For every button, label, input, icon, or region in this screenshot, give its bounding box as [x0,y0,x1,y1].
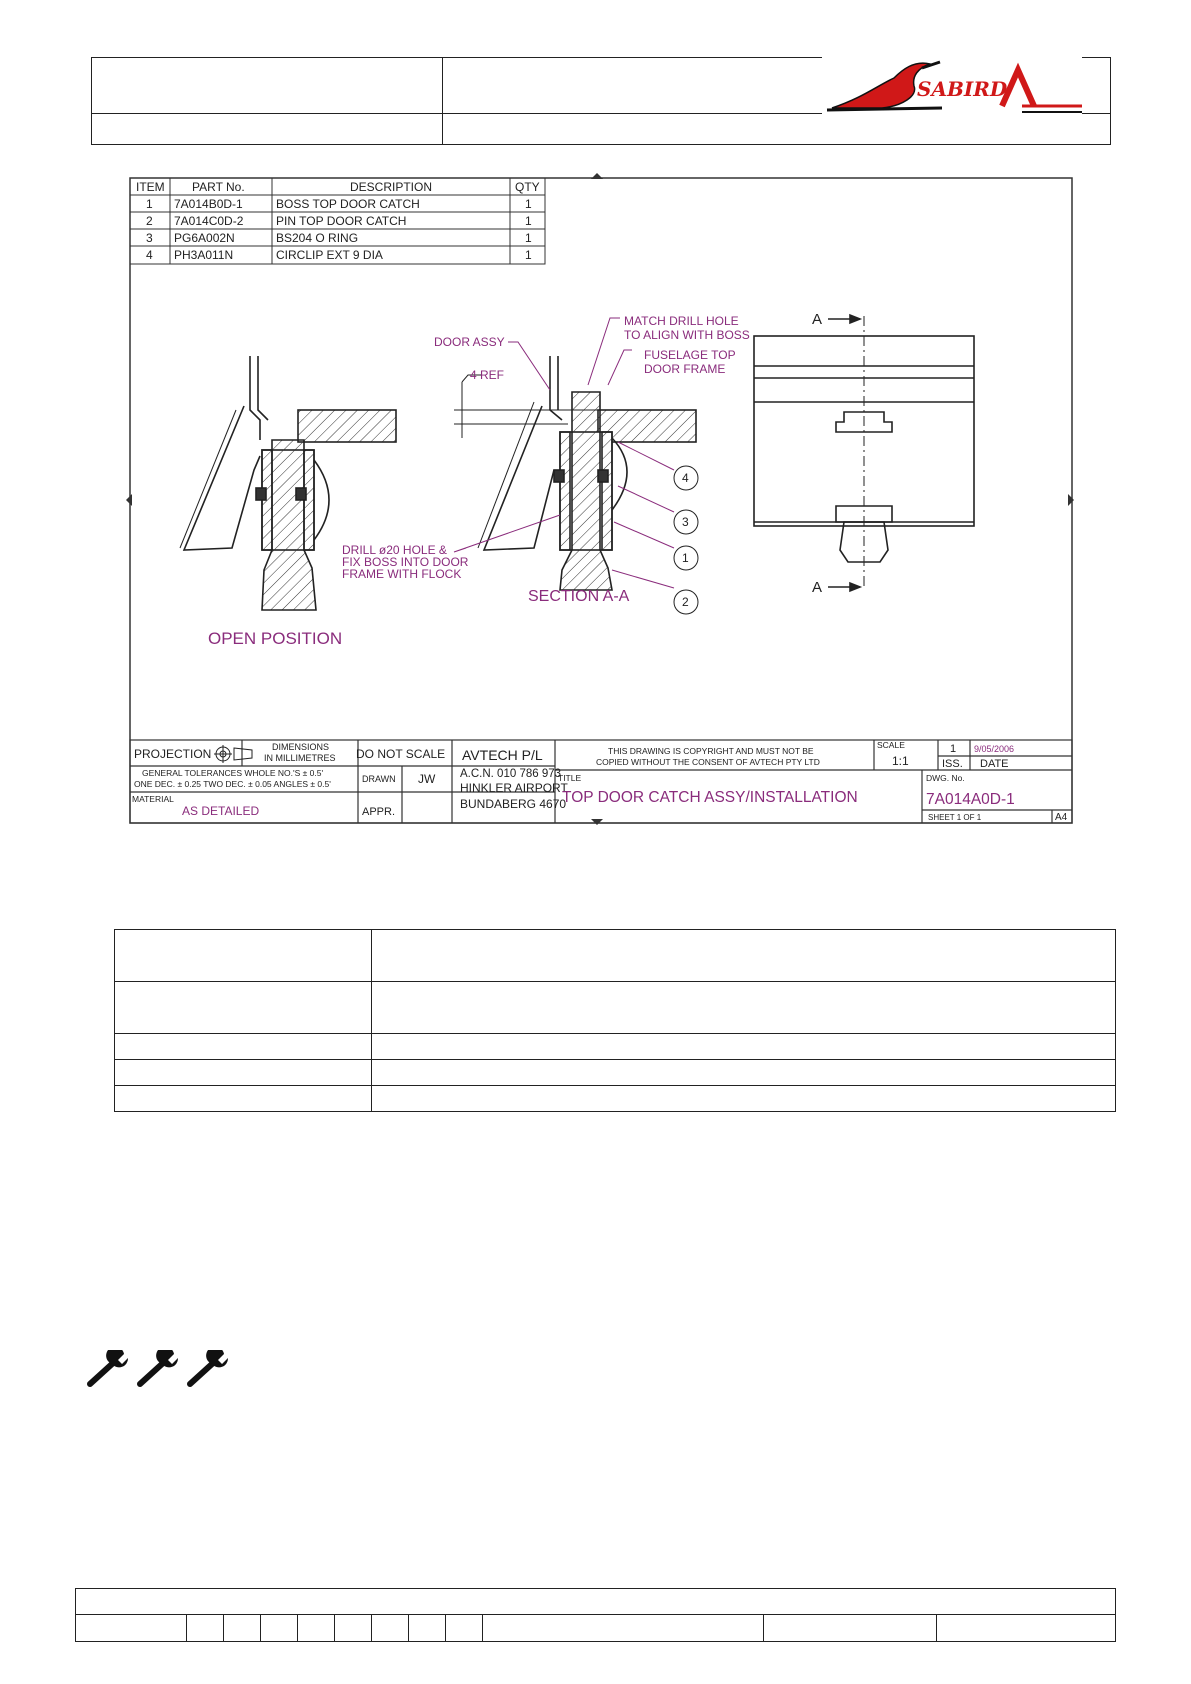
footer-cell [187,1615,224,1642]
tb-acn: A.C.N. 010 786 973 [460,768,562,780]
annotation-drill-3: FRAME WITH FLOCK [342,567,462,581]
annotation-ref: 4 REF [470,368,505,382]
tb-sheet: SHEET 1 OF 1 [928,813,982,822]
footer-cell [298,1615,335,1642]
tb-date-value: 9/05/2006 [974,744,1015,754]
wrench-icons [86,1350,230,1390]
tb-size: A4 [1055,812,1068,823]
footer-cell [483,1615,764,1642]
tb-dwg-label: DWG. No. [926,773,965,783]
tb-appr-label: APPR. [362,806,396,818]
parts-row-2-qty: 1 [525,214,532,228]
parts-header-item: ITEM [136,180,165,194]
section-marker-top: A [812,311,823,328]
tb-drawn-value: JW [418,772,436,786]
footer-cell [261,1615,298,1642]
info-label-cell [115,930,372,982]
tb-address-1: HINKLER AIRPORT [460,781,568,795]
info-label-cell [115,1086,372,1112]
footer-table [75,1588,1116,1642]
parts-header-description: DESCRIPTION [350,180,433,194]
annotation-match-drill-1: MATCH DRILL HOLE [624,314,739,328]
parts-row-4-desc: CIRCLIP EXT 9 DIA [276,248,383,262]
parts-row-2-desc: PIN TOP DOOR CATCH [276,214,407,228]
item-balloons [674,466,698,614]
wrench-icon [136,1350,180,1390]
info-table [114,929,1116,1112]
footer-cell [446,1615,483,1642]
info-value-cell [372,982,1116,1034]
footer-cell [76,1615,187,1642]
annotation-open-position: OPEN POSITION [208,629,343,648]
section-aa-view [454,356,696,590]
annotation-fuselage-1: FUSELAGE TOP [644,348,736,362]
tb-address-2: BUNDABERG 4670 [460,797,567,811]
annotation-drill-2: FIX BOSS INTO DOOR [342,555,469,569]
parts-row-3-partno: PG6A002N [174,231,235,245]
info-label-cell [115,982,372,1034]
section-marker-bottom: A [812,579,823,596]
parts-row-2-item: 2 [146,214,153,228]
wrench-icon [186,1350,230,1390]
side-view-a [754,315,974,591]
logo-bird-shape [832,63,930,108]
tb-material-label: MATERIAL [132,794,174,804]
header-cell-right-lower [443,114,1111,145]
footer-cell [937,1615,1116,1642]
logo [822,56,1082,116]
parts-row-2-partno: 7A014C0D-2 [174,214,244,228]
annotation-section: SECTION A-A [528,588,630,605]
tb-drawn-label: DRAWN [362,774,396,784]
tb-do-not-scale: DO NOT SCALE [356,747,446,761]
parts-header-qty: QTY [515,180,540,194]
tb-material-value: AS DETAILED [182,804,260,818]
tb-scale-value: 1:1 [892,754,909,768]
annotation-drill-1: DRILL ø20 HOLE & [342,543,447,557]
parts-row-4-item: 4 [146,248,153,262]
info-value-cell [372,930,1116,982]
parts-list [130,178,545,264]
info-value-cell [372,1034,1116,1060]
parts-row-3-qty: 1 [525,231,532,245]
tb-tolerances-2: ONE DEC. ± 0.25 TWO DEC. ± 0.05 ANGLES ± 0.5' [134,779,331,789]
tb-title-value: TOP DOOR CATCH ASSY/INSTALLATION [562,789,858,806]
header-cell-left-lower [92,114,443,145]
tb-issue-value: 1 [950,743,957,755]
wrench-icon [86,1350,130,1390]
logo-text: SABIRD [917,77,1008,101]
parts-row-1-qty: 1 [525,197,532,211]
tb-projection: PROJECTION [134,747,212,761]
engineering-drawing [122,170,1077,835]
annotation-match-drill-2: TO ALIGN WITH BOSS [624,328,750,342]
tb-dimensions-1: DIMENSIONS [272,742,330,752]
footer-cell [764,1615,937,1642]
tb-dwg-value: 7A014A0D-1 [926,791,1015,808]
info-value-cell [372,1086,1116,1112]
balloon-4: 4 [682,471,689,485]
footer-cell [409,1615,446,1642]
footer-cell [372,1615,409,1642]
tb-copyright-1: THIS DRAWING IS COPYRIGHT AND MUST NOT BE [608,746,814,756]
parts-row-1-item: 1 [146,197,153,211]
footer-cell [335,1615,372,1642]
parts-row-1-desc: BOSS TOP DOOR CATCH [276,197,420,211]
parts-row-3-item: 3 [146,231,153,245]
info-value-cell [372,1060,1116,1086]
annotation-fuselage-2: DOOR FRAME [644,362,726,376]
footer-top-cell [76,1589,1116,1615]
tb-title-label: TITLE [558,773,582,783]
balloon-1: 1 [682,551,689,565]
parts-row-4-partno: PH3A011N [174,248,234,262]
parts-row-4-qty: 1 [525,248,532,262]
tb-dimensions-2: IN MILLIMETRES [264,753,336,763]
tb-tolerances-1: GENERAL TOLERANCES WHOLE NO.'S ± 0.5' [142,768,324,778]
info-label-cell [115,1034,372,1060]
parts-header-partno: PART No. [192,180,245,194]
projection-symbol-icon [214,745,252,763]
annotation-door-assy: DOOR ASSY [434,335,505,349]
tb-company: AVTECH P/L [462,747,543,763]
balloon-2: 2 [682,595,689,609]
footer-cell [224,1615,261,1642]
header-cell-left [92,58,443,114]
tb-issue-label: ISS. [942,758,963,770]
balloon-3: 3 [682,515,689,529]
tb-date-label: DATE [980,758,1009,770]
tb-copyright-2: COPIED WITHOUT THE CONSENT OF AVTECH PTY LTD [596,757,820,767]
parts-row-1-partno: 7A014B0D-1 [174,197,243,211]
tb-scale-label: SCALE [877,740,905,750]
info-label-cell [115,1060,372,1086]
parts-row-3-desc: BS204 O RING [276,231,359,245]
